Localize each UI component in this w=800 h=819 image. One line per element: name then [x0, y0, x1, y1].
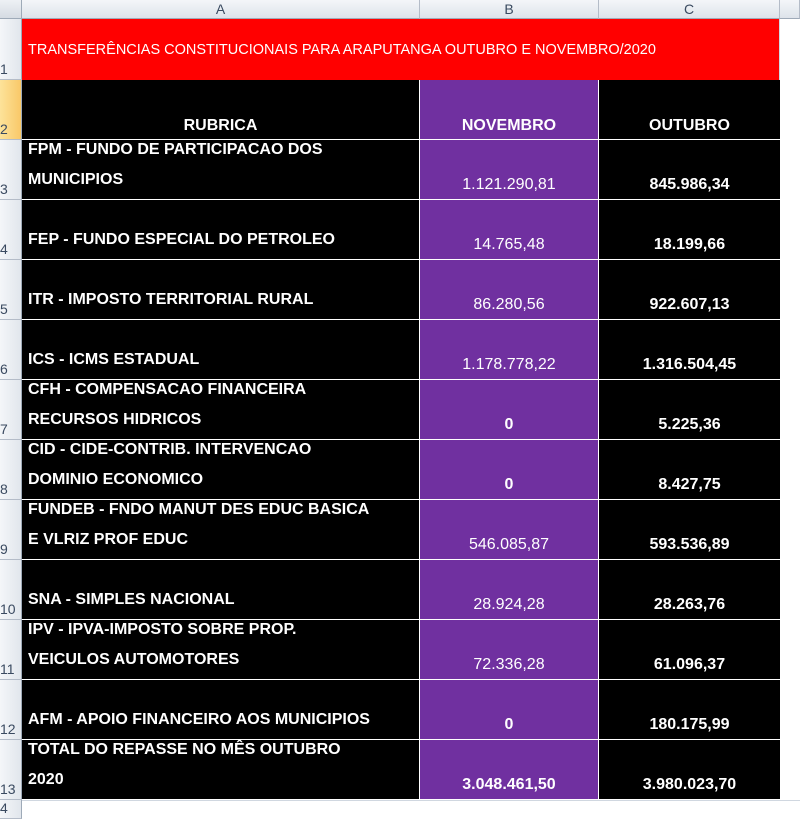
- row-header[interactable]: 5: [0, 260, 22, 320]
- outubro-value: 28.263,76: [653, 596, 726, 613]
- rubrica-cell[interactable]: [22, 200, 420, 260]
- novembro-cell[interactable]: [420, 560, 599, 620]
- empty-row-4[interactable]: [22, 800, 800, 819]
- rubrica-text: [28, 680, 415, 735]
- rubrica-cell[interactable]: [22, 140, 420, 200]
- rubrica-line2: FEP - FUNDO ESPECIAL DO PETROLEO: [28, 231, 335, 248]
- rubrica-line1: FPM - FUNDO DE PARTICIPACAO DOS: [28, 141, 323, 158]
- rubrica-line1: TOTAL DO REPASSE NO MÊS OUTUBRO: [28, 741, 341, 758]
- outubro-cell[interactable]: [599, 320, 780, 380]
- outubro-value: 593.536,89: [649, 536, 730, 553]
- novembro-value: 0: [504, 476, 514, 493]
- novembro-cell[interactable]: [420, 140, 599, 200]
- rubrica-cell[interactable]: [22, 260, 420, 320]
- rubrica-line1: [28, 260, 415, 285]
- outubro-cell[interactable]: [599, 380, 780, 440]
- rubrica-line1: CID - CIDE-CONTRIB. INTERVENCAO: [28, 441, 312, 458]
- outubro-cell[interactable]: [599, 140, 780, 200]
- novembro-cell[interactable]: [420, 620, 599, 680]
- novembro-cell[interactable]: [420, 260, 599, 320]
- outubro-cell[interactable]: [599, 440, 780, 500]
- rubrica-cell[interactable]: [22, 500, 420, 560]
- row-header[interactable]: 1: [0, 19, 22, 80]
- outubro-value: 8.427,75: [658, 476, 721, 493]
- novembro-cell[interactable]: [420, 380, 599, 440]
- rubrica-cell[interactable]: [22, 680, 420, 740]
- rubrica-line2: VEICULOS AUTOMOTORES: [28, 651, 240, 668]
- rubrica-line2: DOMINIO ECONOMICO: [28, 471, 204, 488]
- header-rubrica-label: RUBRICA: [183, 117, 258, 134]
- header-outubro-label: OUTUBRO: [649, 117, 730, 134]
- novembro-cell[interactable]: [420, 320, 599, 380]
- rubrica-text: [28, 620, 415, 675]
- column-header-d[interactable]: [780, 0, 800, 19]
- rubrica-line2: MUNICIPIOS: [28, 171, 124, 188]
- rubrica-line2: RECURSOS HIDRICOS: [28, 411, 202, 428]
- rubrica-line1: [28, 680, 415, 705]
- rubrica-text: [28, 740, 415, 795]
- rubrica-line2: 2020: [28, 771, 64, 788]
- rubrica-cell[interactable]: [22, 320, 420, 380]
- rubrica-text: [28, 440, 415, 495]
- title-cell[interactable]: TRANSFERÊNCIAS CONSTITUCIONAIS PARA ARAPUTANGA OUTUBRO E NOVEMBRO/2020: [22, 19, 780, 80]
- outubro-value: 5.225,36: [658, 416, 721, 433]
- row-header[interactable]: 3: [0, 140, 22, 200]
- novembro-value: 28.924,28: [473, 596, 545, 613]
- novembro-cell[interactable]: [420, 500, 599, 560]
- row-header[interactable]: 7: [0, 380, 22, 440]
- rubrica-line1: IPV - IPVA-IMPOSTO SOBRE PROP.: [28, 621, 297, 638]
- rubrica-cell[interactable]: [22, 440, 420, 500]
- row-header[interactable]: 12: [0, 680, 22, 740]
- outubro-cell[interactable]: [599, 680, 780, 740]
- rubrica-line1: [28, 200, 415, 225]
- row-header[interactable]: 13: [0, 740, 22, 800]
- novembro-value: 1.121.290,81: [462, 176, 556, 193]
- select-all-corner[interactable]: [0, 0, 22, 19]
- outubro-value: 922.607,13: [649, 296, 730, 313]
- outubro-value: 1.316.504,45: [642, 356, 737, 373]
- rubrica-text: [28, 320, 415, 375]
- outubro-cell[interactable]: [599, 500, 780, 560]
- rubrica-text: [28, 560, 415, 615]
- novembro-value: 86.280,56: [473, 296, 545, 313]
- row-header[interactable]: 2: [0, 80, 22, 140]
- novembro-value: 3.048.461,50: [462, 776, 556, 793]
- rubrica-line1: FUNDEB - FNDO MANUT DES EDUC BASICA: [28, 501, 370, 518]
- row-header[interactable]: 4: [0, 200, 22, 260]
- row-header[interactable]: 10: [0, 560, 22, 620]
- rubrica-line2: ICS - ICMS ESTADUAL: [28, 351, 200, 368]
- header-rubrica[interactable]: [22, 80, 420, 140]
- rubrica-line1: CFH - COMPENSACAO FINANCEIRA: [28, 381, 307, 398]
- novembro-cell[interactable]: [420, 740, 599, 800]
- novembro-value: 0: [504, 716, 514, 733]
- novembro-value: 72.336,28: [473, 656, 545, 673]
- row-header[interactable]: 9: [0, 500, 22, 560]
- outubro-cell[interactable]: [599, 560, 780, 620]
- novembro-cell[interactable]: [420, 680, 599, 740]
- rubrica-line2: SNA - SIMPLES NACIONAL: [28, 591, 235, 608]
- novembro-cell[interactable]: [420, 440, 599, 500]
- header-outubro[interactable]: [599, 80, 780, 140]
- outubro-cell[interactable]: [599, 260, 780, 320]
- outubro-value: 3.980.023,70: [642, 776, 737, 793]
- outubro-value: 845.986,34: [649, 176, 730, 193]
- row-header[interactable]: 6: [0, 320, 22, 380]
- outubro-cell[interactable]: [599, 740, 780, 800]
- outubro-cell[interactable]: [599, 200, 780, 260]
- rubrica-line2: ITR - IMPOSTO TERRITORIAL RURAL: [28, 291, 314, 308]
- novembro-value: 546.085,87: [468, 536, 550, 553]
- header-novembro-label: NOVEMBRO: [461, 117, 557, 134]
- row-header[interactable]: 11: [0, 620, 22, 680]
- rubrica-cell[interactable]: [22, 620, 420, 680]
- rubrica-line1: [28, 320, 415, 345]
- header-novembro[interactable]: [420, 80, 599, 140]
- row-header[interactable]: 4: [0, 800, 22, 819]
- novembro-value: 1.178.778,22: [462, 356, 556, 373]
- row-header[interactable]: 8: [0, 440, 22, 500]
- outubro-value: 180.175,99: [649, 716, 730, 733]
- column-header-b[interactable]: B: [420, 0, 599, 19]
- novembro-cell[interactable]: [420, 200, 599, 260]
- outubro-value: 18.199,66: [653, 236, 726, 253]
- novembro-value: 14.765,48: [473, 236, 545, 253]
- rubrica-text: [28, 260, 415, 315]
- rubrica-text: [28, 500, 415, 555]
- rubrica-line1: [28, 560, 415, 585]
- column-header-c[interactable]: C: [599, 0, 780, 19]
- rubrica-line2: AFM - APOIO FINANCEIRO AOS MUNICIPIOS: [28, 711, 370, 728]
- rubrica-cell[interactable]: [22, 560, 420, 620]
- column-header-a[interactable]: A: [22, 0, 420, 19]
- rubrica-line2: E VLRIZ PROF EDUC: [28, 531, 189, 548]
- outubro-cell[interactable]: [599, 620, 780, 680]
- outubro-value: 61.096,37: [653, 656, 726, 673]
- rubrica-text: [28, 380, 415, 435]
- rubrica-text: [28, 200, 415, 255]
- novembro-value: 0: [504, 416, 514, 433]
- rubrica-text: [28, 140, 415, 195]
- rubrica-cell[interactable]: [22, 380, 420, 440]
- rubrica-cell[interactable]: [22, 740, 420, 800]
